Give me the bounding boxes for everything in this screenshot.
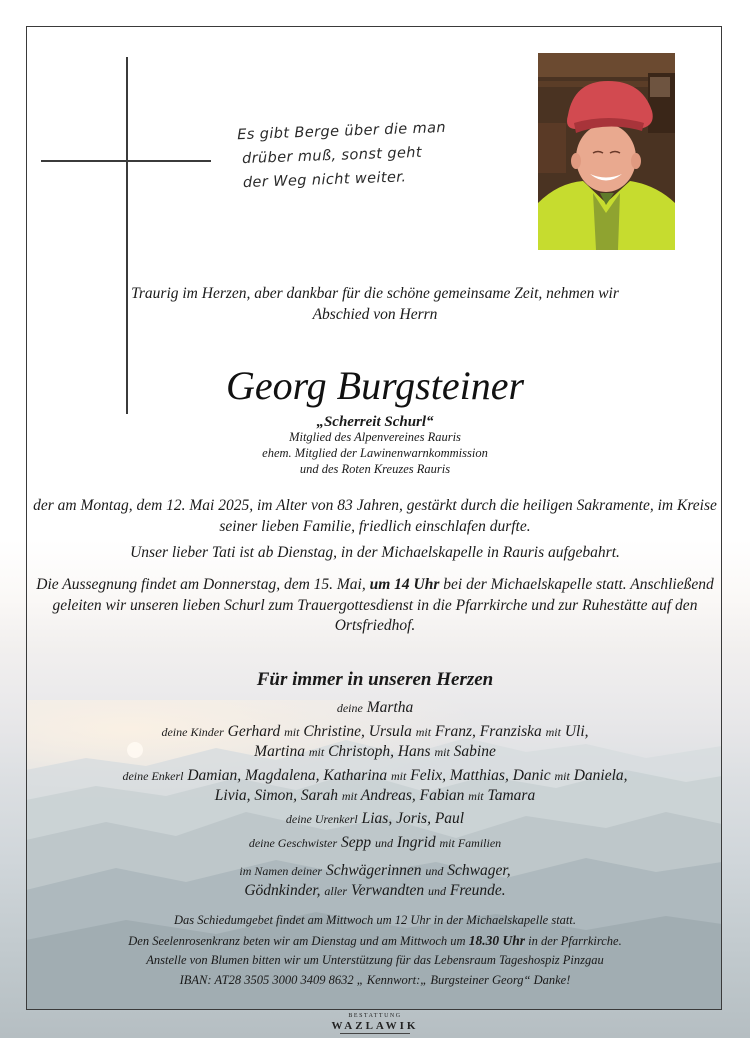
portrait-photo bbox=[538, 53, 675, 250]
quote-line: Es gibt Berge über die man bbox=[236, 119, 447, 144]
family-connector: mit bbox=[391, 769, 407, 783]
family-name: Ursula bbox=[368, 723, 412, 740]
family-name: Gerhard bbox=[227, 723, 281, 740]
family-wife bbox=[0, 697, 750, 719]
family-name: Franziska bbox=[479, 723, 542, 740]
family-name: Fabian bbox=[419, 787, 465, 804]
membership-line: ehem. Mitglied der Lawinenwarnkommission bbox=[262, 446, 488, 460]
funeral-home-logo bbox=[0, 1013, 750, 1034]
family-name: Andreas, bbox=[360, 787, 416, 804]
family-words bbox=[254, 743, 496, 760]
membership-line: und des Roten Kreuzes Rauris bbox=[299, 462, 451, 476]
family-words bbox=[244, 882, 505, 899]
family-connector: mit bbox=[308, 745, 325, 759]
nickname: „Scherreit Schurl“ bbox=[316, 414, 434, 430]
family-connector: und bbox=[428, 884, 446, 898]
family-prefix: deine bbox=[336, 701, 363, 715]
prayer-info: Das Schiedumgebet findet am Mittwoch um 12 Uhr in der Michaelskapelle statt. bbox=[173, 913, 576, 927]
family-name: Magdalena, bbox=[245, 767, 320, 784]
family-name: Lias, Joris, Paul bbox=[361, 810, 465, 827]
family-name: Uli, bbox=[564, 723, 589, 740]
family-words bbox=[228, 723, 589, 740]
handwritten-quote bbox=[237, 113, 539, 195]
service-info bbox=[0, 911, 750, 990]
logo-name: WAZLAWIK bbox=[331, 1020, 419, 1032]
family-words bbox=[215, 787, 535, 804]
iban-info: IBAN: AT28 3505 3000 3409 8632 „ Kennwort:„ Burgsteiner Georg“ Danke! bbox=[179, 972, 571, 987]
family-grandchildren-line1 bbox=[0, 765, 750, 787]
family-name: Matthias, bbox=[449, 767, 509, 784]
family-greatgrandchildren bbox=[0, 808, 750, 830]
funeral-details-after: bei der Michaelskapelle statt. Anschließend geleiten wir unseren lieben Schurl zum Trauergottesdienst in die Pfarrkirche und zur Ruhestätte auf den Ortsfriedhof. bbox=[52, 576, 714, 634]
family-connector: und bbox=[425, 864, 444, 878]
funeral-details-before: Die Aussegnung findet am Donnerstag, dem 15. Mai, bbox=[36, 576, 366, 593]
death-notice-text: der am Montag, dem 12. Mai 2025, im Alter von 83 Jahren, gestärkt durch die heiligen Sakramente, im Kreise seiner lieben Familie, friedlich einschlafen durfte. bbox=[33, 497, 717, 535]
portrait-illustration bbox=[538, 53, 675, 250]
family-children-line1 bbox=[0, 721, 750, 743]
family-connector: mit bbox=[284, 725, 300, 739]
family-connector: mit Familien bbox=[439, 836, 502, 850]
family-name: Schwägerinnen bbox=[325, 862, 422, 879]
family-name: Daniela, bbox=[573, 767, 628, 784]
memberships bbox=[0, 429, 750, 477]
family-name: Ingrid bbox=[396, 834, 436, 851]
family-words bbox=[239, 862, 510, 879]
family-connector: mit bbox=[341, 789, 358, 803]
family-connector: mit bbox=[468, 789, 484, 803]
family-name: Christoph, bbox=[328, 743, 394, 760]
family-prefix: deine Kinder bbox=[161, 725, 224, 739]
family-heading: Für immer in unseren Herzen bbox=[256, 669, 494, 690]
family-siblings bbox=[0, 832, 750, 854]
membership-line: Mitglied des Alpenvereines Rauris bbox=[289, 430, 461, 444]
family-connector: im Namen deiner bbox=[239, 864, 323, 878]
funeral-details bbox=[30, 575, 720, 637]
cross-vertical bbox=[126, 57, 128, 414]
family-prefix: deine Geschwister bbox=[248, 836, 338, 850]
family-name: Sepp bbox=[341, 834, 372, 851]
family-name: Hans bbox=[397, 743, 431, 760]
family-name: Sabine bbox=[453, 743, 496, 760]
family-connector: aller bbox=[324, 884, 348, 898]
rosary-before: Den Seelenrosenkranz beten wir am Dienstag und am Mittwoch um bbox=[128, 933, 466, 948]
donation-info: Anstelle von Blumen bitten wir um Unterstützung für das Lebensraum Tageshospiz Pinzgau bbox=[146, 953, 604, 967]
family-inlaws-line1 bbox=[0, 860, 750, 882]
rosary-info bbox=[0, 931, 750, 952]
quote-line: der Weg nicht weiter. bbox=[242, 169, 407, 192]
laid-out-text: Unser lieber Tati ist ab Dienstag, in der Michaelskapelle in Rauris aufgebahrt. bbox=[130, 544, 620, 561]
family-name: Simon, bbox=[254, 787, 298, 804]
family-name: Damian, bbox=[187, 767, 242, 784]
family-name: Sarah bbox=[300, 787, 338, 804]
logo-underline bbox=[340, 1033, 410, 1034]
family-grandchildren-line2 bbox=[0, 785, 750, 807]
family-connector: mit bbox=[545, 725, 561, 739]
family-connector: mit bbox=[434, 745, 450, 759]
family-prefix: deine Urenkerl bbox=[285, 812, 358, 826]
family-children-line2 bbox=[0, 741, 750, 763]
quote-line: drüber muß, sonst geht bbox=[241, 144, 423, 168]
rosary-time: 18.30 Uhr bbox=[468, 932, 525, 948]
family-name: Felix, bbox=[410, 767, 446, 784]
family-name: Verwandten bbox=[350, 882, 425, 899]
family-words bbox=[187, 767, 627, 784]
family-inlaws-line2 bbox=[0, 880, 750, 902]
family-connector: und bbox=[375, 836, 394, 850]
family-name: Freunde. bbox=[449, 882, 506, 899]
family-prefix: deine Enkerl bbox=[122, 769, 184, 783]
rosary-after: in der Pfarrkirche. bbox=[528, 933, 622, 948]
family-connector: mit bbox=[554, 769, 570, 783]
family-name: Gödnkinder, bbox=[244, 882, 321, 899]
family-name: Christine, bbox=[303, 723, 365, 740]
family-name: Tamara bbox=[487, 787, 536, 804]
family-name: Franz, bbox=[434, 723, 476, 740]
family-connector: mit bbox=[415, 725, 432, 739]
family-words bbox=[341, 834, 501, 851]
family-name: Katharina bbox=[323, 767, 388, 784]
cross-horizontal bbox=[41, 160, 211, 162]
logo-top-text: BESTATTUNG bbox=[348, 1013, 402, 1019]
family-name: Danic bbox=[512, 767, 551, 784]
family-name: Martina bbox=[254, 743, 305, 760]
deceased-name: Georg Burgsteiner bbox=[225, 363, 525, 408]
family-name: Schwager, bbox=[447, 862, 511, 879]
family-name: Livia, bbox=[214, 787, 251, 804]
intro-text: Traurig im Herzen, aber dankbar für die schöne gemeinsame Zeit, nehmen wir Abschied von Herrn bbox=[131, 285, 619, 323]
family-name: Martha bbox=[366, 699, 414, 716]
funeral-time: um 14 Uhr bbox=[369, 576, 440, 593]
